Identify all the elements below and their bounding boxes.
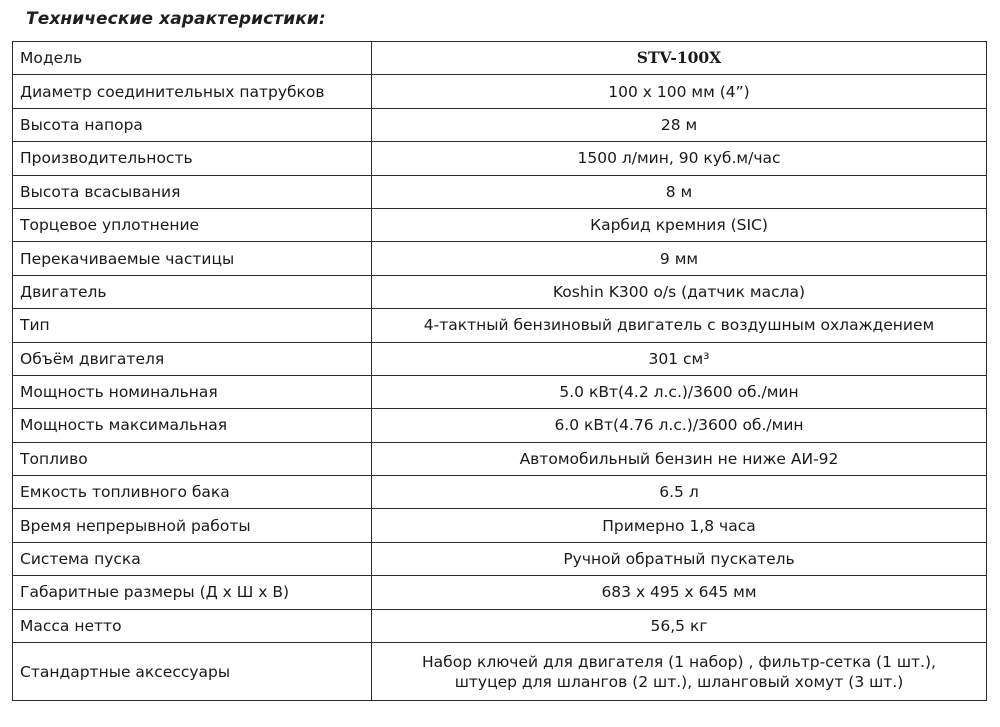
spec-value-cell: 4-тактный бензиновый двигатель с воздушным охлаждением bbox=[372, 309, 987, 342]
table-row bbox=[13, 409, 987, 442]
table-row-accessories bbox=[13, 643, 987, 701]
spec-value-cell: Ручной обратный пускатель bbox=[372, 542, 987, 575]
table-row bbox=[13, 509, 987, 542]
spec-name-cell: Мощность максимальная bbox=[13, 409, 372, 442]
spec-value-cell: STV-100X bbox=[372, 42, 987, 75]
spec-value-cell: 100 х 100 мм (4”) bbox=[372, 75, 987, 108]
table-row bbox=[13, 476, 987, 509]
spec-table bbox=[12, 41, 987, 701]
table-row bbox=[13, 342, 987, 375]
spec-value-cell: 6.5 л bbox=[372, 476, 987, 509]
spec-name-cell: Мощность номинальная bbox=[13, 375, 372, 408]
spec-value-cell: 5.0 кВт(4.2 л.с.)/3600 об./мин bbox=[372, 375, 987, 408]
spec-name-cell: Объём двигателя bbox=[13, 342, 372, 375]
spec-name-cell: Двигатель bbox=[13, 275, 372, 308]
table-row bbox=[13, 142, 987, 175]
spec-value-cell: 683 х 495 х 645 мм bbox=[372, 576, 987, 609]
table-row bbox=[13, 42, 987, 75]
spec-name-cell: Высота всасывания bbox=[13, 175, 372, 208]
spec-value-cell: 1500 л/мин, 90 куб.м/час bbox=[372, 142, 987, 175]
spec-name-cell: Производительность bbox=[13, 142, 372, 175]
table-row bbox=[13, 208, 987, 241]
table-row bbox=[13, 175, 987, 208]
spec-value-cell: 28 м bbox=[372, 108, 987, 141]
table-row bbox=[13, 108, 987, 141]
spec-name-cell: Габаритные размеры (Д х Ш х В) bbox=[13, 576, 372, 609]
spec-value-cell: Карбид кремния (SIC) bbox=[372, 208, 987, 241]
table-row bbox=[13, 75, 987, 108]
spec-name-cell: Модель bbox=[13, 42, 372, 75]
spec-name-cell: Масса нетто bbox=[13, 609, 372, 642]
spec-heading: Технические характеристики: bbox=[26, 9, 326, 29]
table-row bbox=[13, 275, 987, 308]
spec-value-cell: 56,5 кг bbox=[372, 609, 987, 642]
table-row bbox=[13, 442, 987, 475]
spec-name-cell: Диаметр соединительных патрубков bbox=[13, 75, 372, 108]
table-row bbox=[13, 609, 987, 642]
spec-value-cell bbox=[372, 643, 987, 701]
spec-value-cell: Примерно 1,8 часа bbox=[372, 509, 987, 542]
table-row bbox=[13, 542, 987, 575]
spec-name-cell: Перекачиваемые частицы bbox=[13, 242, 372, 275]
spec-value-cell: Koshin K300 o/s (датчик масла) bbox=[372, 275, 987, 308]
spec-value-cell: 301 см³ bbox=[372, 342, 987, 375]
spec-value-cell: 6.0 кВт(4.76 л.с.)/3600 об./мин bbox=[372, 409, 987, 442]
spec-name-cell: Стандартные аксессуары bbox=[13, 643, 372, 701]
spec-name-cell: Высота напора bbox=[13, 108, 372, 141]
spec-name-cell: Система пуска bbox=[13, 542, 372, 575]
spec-name-cell: Время непрерывной работы bbox=[13, 509, 372, 542]
table-row bbox=[13, 242, 987, 275]
spec-name-cell: Емкость топливного бака bbox=[13, 476, 372, 509]
spec-name-cell: Торцевое уплотнение bbox=[13, 208, 372, 241]
spec-value-cell: 9 мм bbox=[372, 242, 987, 275]
spec-name-cell: Тип bbox=[13, 309, 372, 342]
spec-value-cell: Автомобильный бензин не ниже АИ-92 bbox=[372, 442, 987, 475]
table-row bbox=[13, 375, 987, 408]
spec-name-cell: Топливо bbox=[13, 442, 372, 475]
spec-value-line: Набор ключей для двигателя (1 набор) , фильтр-сетка (1 шт.), bbox=[422, 652, 936, 671]
table-row bbox=[13, 309, 987, 342]
spec-value-cell: 8 м bbox=[372, 175, 987, 208]
spec-table-body bbox=[13, 42, 987, 701]
spec-value-line: штуцер для шлангов (2 шт.), шланговый хомут (3 шт.) bbox=[454, 672, 904, 691]
table-row bbox=[13, 576, 987, 609]
